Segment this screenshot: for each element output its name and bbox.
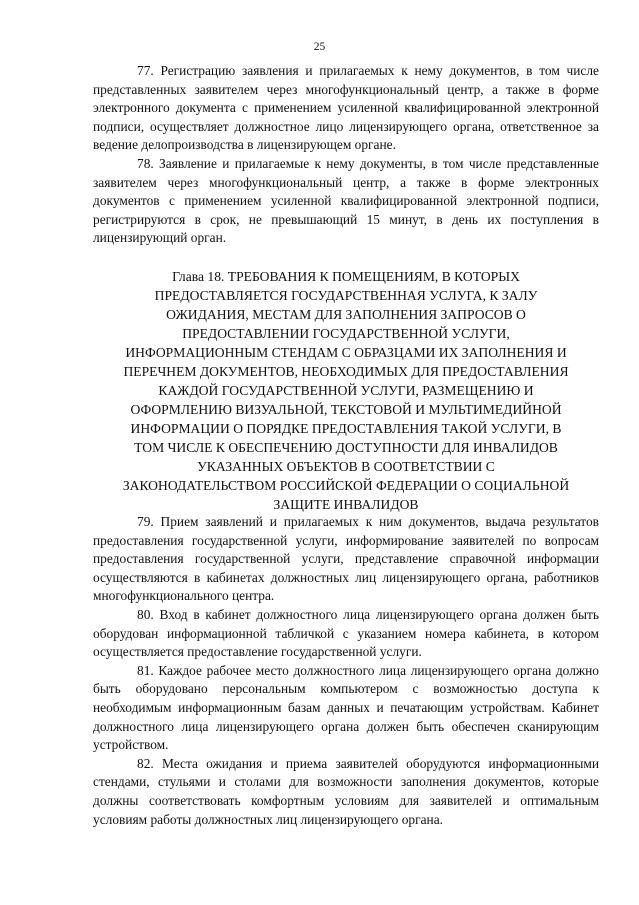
heading-line: ТОМ ЧИСЛЕ К ОБЕСПЕЧЕНИЮ ДОСТУПНОСТИ ДЛЯ ИНВАЛИДОВ [134, 440, 558, 455]
heading-line: ИНФОРМАЦИИ О ПОРЯДКЕ ПРЕДОСТАВЛЕНИЯ ТАКОЙ УСЛУГИ, В [130, 421, 562, 436]
paragraph-82: 82. Места ожидания и приема заявителей оборудуются информационными стендами, стульями и столами для возможности заполнения документов, которые должны соответствовать комфортным условиям для заявителей и оптимальным условиям работы должностных лиц лицензирующего органа. [93, 755, 599, 827]
chapter-heading [80, 267, 612, 514]
heading-line: ЗАКОНОДАТЕЛЬСТВОМ РОССИЙСКОЙ ФЕДЕРАЦИИ О СОЦИАЛЬНОЙ [122, 478, 570, 493]
paragraph-80: 80. Вход в кабинет должностного лица лицензирующего органа должен быть оборудован информационной табличкой с указанием номера кабинета, в котором осуществляется предоставление государственной услуги. [93, 606, 599, 660]
heading-line: ЗАЩИТЕ ИНВАЛИДОВ [273, 497, 419, 512]
heading-line: ОФОРМЛЕНИЮ ВИЗУАЛЬНОЙ, ТЕКСТОВОЙ И МУЛЬТИМЕДИЙНОЙ [130, 402, 562, 417]
heading-line: ПЕРЕЧНЕМ ДОКУМЕНТОВ, НЕОБХОДИМЫХ ДЛЯ ПРЕДОСТАВЛЕНИЯ [123, 364, 569, 379]
heading-line: Глава 18. ТРЕБОВАНИЯ К ПОМЕЩЕНИЯМ, В КОТОРЫХ [172, 269, 520, 284]
paragraph-81: 81. Каждое рабочее место должностного лица лицензирующего органа должно быть оборудовано персональным компьютером с возможностью доступа к необходимым информационным базам данных и печатающим устройствам. Кабинет должностного лица лицензирующего органа должен быть обеспечен сканирующим устройством. [93, 662, 599, 753]
paragraph-78: 78. Заявление и прилагаемые к нему документы, в том числе представленные заявителем через многофункциональный центр, а также в форме электронных документов с применением усиленной квалифицированной электронной подписи, регистрируются в срок, не превышающий 15 минут, в день их поступления в лицензирующий орган. [93, 155, 599, 246]
heading-line: ОЖИДАНИЯ, МЕСТАМ ДЛЯ ЗАПОЛНЕНИЯ ЗАПРОСОВ О [166, 307, 526, 322]
page-number: 25 [313, 41, 326, 53]
paragraphs-bottom [93, 513, 599, 829]
heading-line: УКАЗАННЫХ ОБЪЕКТОВ В СООТВЕТСТВИИ С [197, 459, 495, 474]
paragraph-79: 79. Прием заявлений и прилагаемых к ним документов, выдача результатов предоставления государственной услуги, информирование заявителей по вопросам предоставления государственной услуги, представление справочной информации осуществляются в кабинетах должностных лиц лицензирующего органа, работников многофункционального центра. [93, 514, 599, 604]
heading-line: ПРЕДОСТАВЛЕНИИ ГОСУДАРСТВЕННОЙ УСЛУГИ, [182, 326, 510, 341]
paragraphs-top [93, 62, 599, 248]
heading-line: КАЖДОЙ ГОСУДАРСТВЕННОЙ УСЛУГИ, РАЗМЕЩЕНИЮ И [158, 383, 534, 398]
paragraph-77: 77. Регистрацию заявления и прилагаемых к нему документов, в том числе представленных заявителем через многофункциональный центр, а также в форме электронного документа с применением усиленной квалифицированной электронной подписи, осуществляет должностное лицо лицензирующего органа, ответственное за ведение делопроизводства в лицензирующем органе. [93, 63, 599, 153]
heading-line: ИНФОРМАЦИОННЫМ СТЕНДАМ С ОБРАЗЦАМИ ИХ ЗАПОЛНЕНИЯ И [125, 345, 567, 360]
heading-line: ПРЕДОСТАВЛЯЕТСЯ ГОСУДАРСТВЕННАЯ УСЛУГА, К ЗАЛУ [154, 288, 538, 303]
